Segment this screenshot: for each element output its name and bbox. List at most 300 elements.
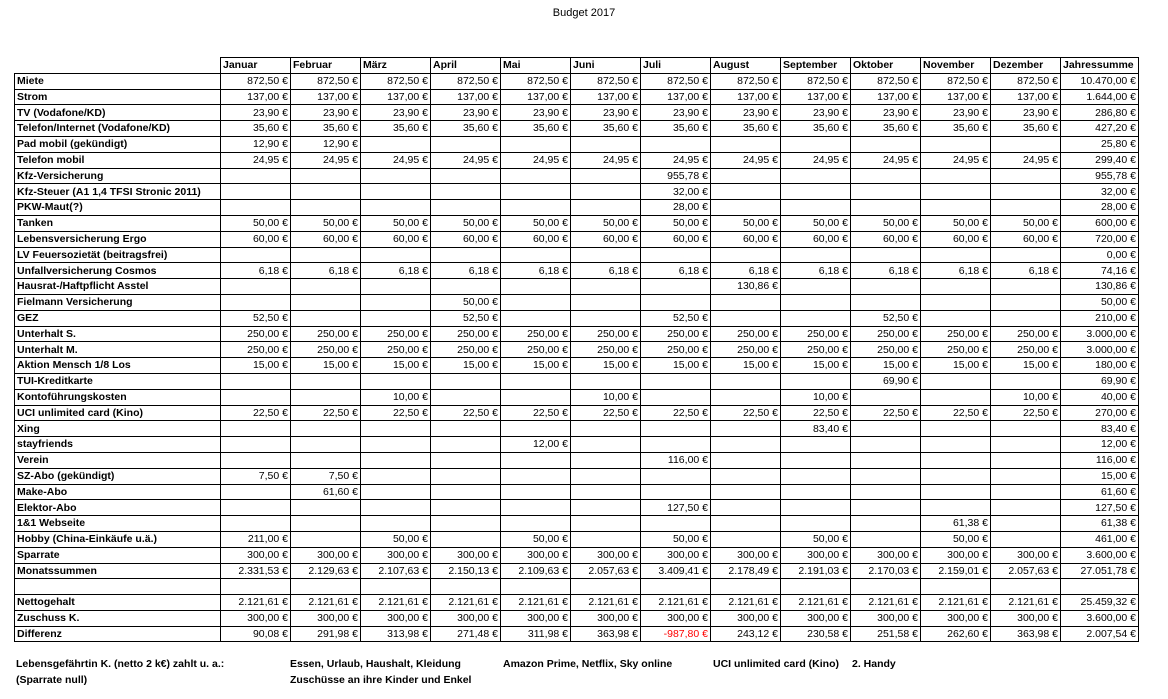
- amount-cell: 35,60 €: [431, 121, 501, 137]
- amount-cell: [781, 437, 851, 453]
- amount-cell: 15,00 €: [1061, 468, 1139, 484]
- amount-cell: 250,00 €: [921, 342, 991, 358]
- amount-cell: [991, 468, 1061, 484]
- amount-cell: 300,00 €: [571, 547, 641, 563]
- amount-cell: 28,00 €: [641, 200, 711, 216]
- amount-cell: [641, 294, 711, 310]
- amount-cell: 180,00 €: [1061, 358, 1139, 374]
- amount-cell: [571, 310, 641, 326]
- amount-cell: [921, 168, 991, 184]
- amount-cell: 300,00 €: [921, 547, 991, 563]
- amount-cell: 299,40 €: [1061, 152, 1139, 168]
- amount-cell: [291, 373, 361, 389]
- footer-expenses-note: Essen, Urlaub, Haushalt, Kleidung: [290, 658, 461, 670]
- amount-cell: [571, 294, 641, 310]
- amount-cell: [991, 279, 1061, 295]
- table-row: [15, 389, 1139, 405]
- amount-cell: 300,00 €: [291, 610, 361, 626]
- amount-cell: 35,60 €: [641, 121, 711, 137]
- amount-cell: 2.331,53 €: [221, 563, 291, 579]
- amount-cell: 2.121,61 €: [851, 595, 921, 611]
- amount-cell: 872,50 €: [711, 73, 781, 89]
- amount-cell: [851, 389, 921, 405]
- amount-cell: 210,00 €: [1061, 310, 1139, 326]
- amount-cell: [221, 168, 291, 184]
- amount-cell: 15,00 €: [571, 358, 641, 374]
- amount-cell: [851, 531, 921, 547]
- amount-cell: 52,50 €: [431, 310, 501, 326]
- amount-cell: [501, 468, 571, 484]
- amount-cell: [711, 373, 781, 389]
- amount-cell: [221, 247, 291, 263]
- amount-cell: 50,00 €: [641, 531, 711, 547]
- amount-cell: 955,78 €: [1061, 168, 1139, 184]
- amount-cell: [991, 421, 1061, 437]
- amount-cell: 130,86 €: [1061, 279, 1139, 295]
- amount-cell: 2.129,63 €: [291, 563, 361, 579]
- amount-cell: 363,98 €: [571, 626, 641, 642]
- amount-cell: 300,00 €: [641, 547, 711, 563]
- amount-cell: [991, 452, 1061, 468]
- amount-cell: 24,95 €: [501, 152, 571, 168]
- amount-cell: [291, 421, 361, 437]
- amount-cell: 427,20 €: [1061, 121, 1139, 137]
- table-row: [15, 452, 1139, 468]
- row-label: Strom: [15, 89, 221, 105]
- amount-cell: 300,00 €: [641, 610, 711, 626]
- amount-cell: [361, 247, 431, 263]
- table-row: [15, 531, 1139, 547]
- amount-cell: [221, 200, 291, 216]
- amount-cell: [361, 484, 431, 500]
- amount-cell: 300,00 €: [991, 610, 1061, 626]
- row-label: Make-Abo: [15, 484, 221, 500]
- row-label: Unterhalt M.: [15, 342, 221, 358]
- amount-cell: [711, 168, 781, 184]
- amount-cell: 60,00 €: [711, 231, 781, 247]
- amount-cell: 3.600,00 €: [1061, 547, 1139, 563]
- amount-cell: 300,00 €: [851, 547, 921, 563]
- row-label: Miete: [15, 73, 221, 89]
- footer-phone-note: 2. Handy: [852, 658, 896, 670]
- row-label: Hausrat-/Haftpflicht Asstel: [15, 279, 221, 295]
- footer-notes: [0, 656, 1168, 696]
- amount-cell: 6,18 €: [921, 263, 991, 279]
- amount-cell: [781, 452, 851, 468]
- amount-cell: [221, 484, 291, 500]
- empty-cell: [431, 579, 501, 595]
- amount-cell: [431, 468, 501, 484]
- amount-cell: [221, 500, 291, 516]
- amount-cell: 50,00 €: [921, 215, 991, 231]
- amount-cell: 300,00 €: [221, 610, 291, 626]
- amount-cell: 23,90 €: [851, 105, 921, 121]
- amount-cell: [711, 452, 781, 468]
- row-label: Elektor-Abo: [15, 500, 221, 516]
- amount-cell: 12,90 €: [291, 136, 361, 152]
- amount-cell: 22,50 €: [991, 405, 1061, 421]
- amount-cell: [781, 279, 851, 295]
- amount-cell: 300,00 €: [781, 610, 851, 626]
- table-row: [15, 263, 1139, 279]
- amount-cell: 250,00 €: [291, 326, 361, 342]
- amount-cell: 3.409,41 €: [641, 563, 711, 579]
- amount-cell: [711, 531, 781, 547]
- amount-cell: [291, 531, 361, 547]
- amount-cell: [781, 310, 851, 326]
- table-row: [15, 405, 1139, 421]
- amount-cell: [361, 310, 431, 326]
- amount-cell: [781, 468, 851, 484]
- row-label: Unfallversicherung Cosmos: [15, 263, 221, 279]
- amount-cell: 69,90 €: [1061, 373, 1139, 389]
- amount-cell: [431, 531, 501, 547]
- amount-cell: 23,90 €: [711, 105, 781, 121]
- amount-cell: 250,00 €: [431, 342, 501, 358]
- amount-cell: [361, 168, 431, 184]
- amount-cell: 23,90 €: [781, 105, 851, 121]
- amount-cell: 22,50 €: [361, 405, 431, 421]
- amount-cell: 52,50 €: [851, 310, 921, 326]
- amount-cell: 52,50 €: [641, 310, 711, 326]
- amount-cell: 50,00 €: [921, 531, 991, 547]
- amount-cell: 300,00 €: [711, 610, 781, 626]
- amount-cell: [781, 500, 851, 516]
- sheet-title: Budget 2017: [552, 7, 616, 19]
- amount-cell: [781, 373, 851, 389]
- amount-cell: [501, 389, 571, 405]
- amount-cell: [571, 247, 641, 263]
- row-label: Tanken: [15, 215, 221, 231]
- table-row: [15, 105, 1139, 121]
- row-label: Telefon/Internet (Vodafone/KD): [15, 121, 221, 137]
- amount-cell: 69,90 €: [851, 373, 921, 389]
- amount-cell: 872,50 €: [991, 73, 1061, 89]
- table-row: [15, 373, 1139, 389]
- amount-cell: 250,00 €: [851, 326, 921, 342]
- amount-cell: 22,50 €: [291, 405, 361, 421]
- amount-cell: [781, 136, 851, 152]
- amount-cell: 6,18 €: [851, 263, 921, 279]
- table-row: [15, 231, 1139, 247]
- amount-cell: [991, 516, 1061, 532]
- amount-cell: 2.121,61 €: [221, 595, 291, 611]
- amount-cell: 7,50 €: [221, 468, 291, 484]
- amount-cell: 24,95 €: [991, 152, 1061, 168]
- amount-cell: 230,58 €: [781, 626, 851, 642]
- amount-cell: [361, 516, 431, 532]
- row-label: Differenz: [15, 626, 221, 642]
- amount-cell: 61,38 €: [921, 516, 991, 532]
- amount-cell: [921, 184, 991, 200]
- table-row: [15, 73, 1139, 89]
- amount-cell: [571, 184, 641, 200]
- amount-cell: [571, 500, 641, 516]
- amount-cell: 2.121,61 €: [291, 595, 361, 611]
- amount-cell: 872,50 €: [781, 73, 851, 89]
- amount-cell: 50,00 €: [781, 215, 851, 231]
- amount-cell: 600,00 €: [1061, 215, 1139, 231]
- amount-cell: 363,98 €: [991, 626, 1061, 642]
- amount-cell: 60,00 €: [361, 231, 431, 247]
- amount-cell: 22,50 €: [781, 405, 851, 421]
- amount-cell: 461,00 €: [1061, 531, 1139, 547]
- amount-cell: 35,60 €: [571, 121, 641, 137]
- header-empty-cell: [15, 58, 221, 74]
- amount-cell: [291, 200, 361, 216]
- column-header: Jahressumme: [1061, 58, 1139, 74]
- amount-cell: 137,00 €: [361, 89, 431, 105]
- amount-cell: 291,98 €: [291, 626, 361, 642]
- amount-cell: [711, 468, 781, 484]
- amount-cell: 250,00 €: [921, 326, 991, 342]
- amount-cell: 52,50 €: [221, 310, 291, 326]
- amount-cell: [711, 437, 781, 453]
- amount-cell: [431, 437, 501, 453]
- amount-cell: [431, 136, 501, 152]
- amount-cell: 720,00 €: [1061, 231, 1139, 247]
- amount-cell: [711, 200, 781, 216]
- amount-cell: 250,00 €: [991, 342, 1061, 358]
- amount-cell: 12,90 €: [221, 136, 291, 152]
- amount-cell: 300,00 €: [921, 610, 991, 626]
- amount-cell: [991, 437, 1061, 453]
- amount-cell: 311,98 €: [501, 626, 571, 642]
- amount-cell: 250,00 €: [781, 326, 851, 342]
- amount-cell: 35,60 €: [781, 121, 851, 137]
- amount-cell: [431, 500, 501, 516]
- column-header: Dezember: [991, 58, 1061, 74]
- footer-support-note: Zuschüsse an ihre Kinder und Enkel: [290, 674, 472, 686]
- amount-cell: 2.121,61 €: [571, 595, 641, 611]
- row-label: Unterhalt S.: [15, 326, 221, 342]
- empty-cell: [501, 579, 571, 595]
- amount-cell: 50,00 €: [291, 215, 361, 231]
- amount-cell: 300,00 €: [711, 547, 781, 563]
- amount-cell: 23,90 €: [501, 105, 571, 121]
- amount-cell: 15,00 €: [991, 358, 1061, 374]
- amount-cell: 250,00 €: [221, 326, 291, 342]
- amount-cell: 24,95 €: [291, 152, 361, 168]
- amount-cell: [921, 468, 991, 484]
- table-row: [15, 121, 1139, 137]
- amount-cell: 300,00 €: [291, 547, 361, 563]
- amount-cell: 10,00 €: [781, 389, 851, 405]
- amount-cell: [851, 484, 921, 500]
- amount-cell: 22,50 €: [571, 405, 641, 421]
- table-row: [15, 358, 1139, 374]
- amount-cell: 872,50 €: [851, 73, 921, 89]
- empty-cell: [571, 579, 641, 595]
- table-row: [15, 152, 1139, 168]
- amount-cell: 22,50 €: [641, 405, 711, 421]
- amount-cell: 24,95 €: [711, 152, 781, 168]
- row-label: Fielmann Versicherung: [15, 294, 221, 310]
- amount-cell: [361, 279, 431, 295]
- amount-cell: 2.170,03 €: [851, 563, 921, 579]
- amount-cell: 90,08 €: [221, 626, 291, 642]
- amount-cell: [991, 136, 1061, 152]
- amount-cell: [781, 516, 851, 532]
- amount-cell: [221, 452, 291, 468]
- amount-cell: [361, 184, 431, 200]
- row-label: Pad mobil (gekündigt): [15, 136, 221, 152]
- amount-cell: [921, 247, 991, 263]
- amount-cell: [501, 452, 571, 468]
- amount-cell: 24,95 €: [431, 152, 501, 168]
- amount-cell: [991, 531, 1061, 547]
- amount-cell: 955,78 €: [641, 168, 711, 184]
- amount-cell: 15,00 €: [711, 358, 781, 374]
- amount-cell: [851, 184, 921, 200]
- amount-cell: 50,00 €: [361, 215, 431, 231]
- table-row: [15, 500, 1139, 516]
- amount-cell: [291, 310, 361, 326]
- table-row: [15, 610, 1139, 626]
- amount-cell: 872,50 €: [501, 73, 571, 89]
- amount-cell: [921, 294, 991, 310]
- amount-cell: [501, 421, 571, 437]
- amount-cell: 300,00 €: [781, 547, 851, 563]
- amount-cell: 35,60 €: [921, 121, 991, 137]
- amount-cell: 24,95 €: [851, 152, 921, 168]
- amount-cell: [361, 373, 431, 389]
- amount-cell: 872,50 €: [571, 73, 641, 89]
- empty-cell: [921, 579, 991, 595]
- amount-cell: 250,00 €: [571, 326, 641, 342]
- amount-cell: [921, 389, 991, 405]
- amount-cell: 25,80 €: [1061, 136, 1139, 152]
- amount-cell: 50,00 €: [361, 531, 431, 547]
- amount-cell: [571, 200, 641, 216]
- amount-cell: 872,50 €: [221, 73, 291, 89]
- amount-cell: [431, 200, 501, 216]
- empty-cell: [711, 579, 781, 595]
- table-row: [15, 484, 1139, 500]
- amount-cell: [711, 310, 781, 326]
- table-row: [15, 626, 1139, 642]
- table-row: [15, 279, 1139, 295]
- amount-cell: [291, 437, 361, 453]
- amount-cell: 15,00 €: [851, 358, 921, 374]
- amount-cell: 35,60 €: [501, 121, 571, 137]
- amount-cell: 262,60 €: [921, 626, 991, 642]
- row-label: PKW-Maut(?): [15, 200, 221, 216]
- row-label: Sparrate: [15, 547, 221, 563]
- amount-cell: [991, 200, 1061, 216]
- amount-cell: 24,95 €: [361, 152, 431, 168]
- amount-cell: [711, 500, 781, 516]
- table-row: [15, 294, 1139, 310]
- amount-cell: [781, 294, 851, 310]
- amount-cell: 32,00 €: [641, 184, 711, 200]
- amount-cell: [921, 484, 991, 500]
- amount-cell: [991, 247, 1061, 263]
- amount-cell: [851, 421, 921, 437]
- empty-cell: [1061, 579, 1139, 595]
- table-row: [15, 310, 1139, 326]
- amount-cell: 2.121,61 €: [991, 595, 1061, 611]
- amount-cell: 300,00 €: [221, 547, 291, 563]
- amount-cell: 60,00 €: [921, 231, 991, 247]
- amount-cell: 872,50 €: [431, 73, 501, 89]
- amount-cell: 2.121,61 €: [641, 595, 711, 611]
- amount-cell: 23,90 €: [431, 105, 501, 121]
- amount-cell: [711, 421, 781, 437]
- amount-cell: [851, 168, 921, 184]
- amount-cell: 250,00 €: [221, 342, 291, 358]
- amount-cell: 250,00 €: [501, 326, 571, 342]
- column-header: Februar: [291, 58, 361, 74]
- table-row: [15, 595, 1139, 611]
- amount-cell: [361, 294, 431, 310]
- row-label: GEZ: [15, 310, 221, 326]
- amount-cell: [571, 421, 641, 437]
- amount-cell: [361, 452, 431, 468]
- amount-cell: 6,18 €: [431, 263, 501, 279]
- amount-cell: [991, 373, 1061, 389]
- column-header: Juni: [571, 58, 641, 74]
- amount-cell: 127,50 €: [641, 500, 711, 516]
- amount-cell: [571, 168, 641, 184]
- amount-cell: 6,18 €: [711, 263, 781, 279]
- amount-cell: 83,40 €: [1061, 421, 1139, 437]
- row-label: Kfz-Steuer (A1 1,4 TFSI Stronic 2011): [15, 184, 221, 200]
- amount-cell: 137,00 €: [431, 89, 501, 105]
- amount-cell: [221, 516, 291, 532]
- amount-cell: [711, 184, 781, 200]
- amount-cell: 74,16 €: [1061, 263, 1139, 279]
- amount-cell: 60,00 €: [641, 231, 711, 247]
- amount-cell: 50,00 €: [431, 294, 501, 310]
- column-header: Mai: [501, 58, 571, 74]
- amount-cell: [291, 452, 361, 468]
- row-label: LV Feuersozietät (beitragsfrei): [15, 247, 221, 263]
- row-label: Zuschuss K.: [15, 610, 221, 626]
- table-row: [15, 200, 1139, 216]
- amount-cell: 271,48 €: [431, 626, 501, 642]
- row-label: UCI unlimited card (Kino): [15, 405, 221, 421]
- amount-cell: [571, 531, 641, 547]
- amount-cell: 22,50 €: [711, 405, 781, 421]
- amount-cell: 2.150,13 €: [431, 563, 501, 579]
- amount-cell: [711, 247, 781, 263]
- amount-cell: 2.178,49 €: [711, 563, 781, 579]
- amount-cell: 137,00 €: [571, 89, 641, 105]
- amount-cell: 250,00 €: [431, 326, 501, 342]
- table-row: [15, 468, 1139, 484]
- budget-table: [14, 57, 1139, 642]
- row-label: Xing: [15, 421, 221, 437]
- row-label: Hobby (China-Einkäufe u.ä.): [15, 531, 221, 547]
- amount-cell: 300,00 €: [571, 610, 641, 626]
- amount-cell: [361, 437, 431, 453]
- amount-cell: [851, 516, 921, 532]
- table-row: [15, 215, 1139, 231]
- amount-cell: 35,60 €: [291, 121, 361, 137]
- amount-cell: [291, 516, 361, 532]
- amount-cell: 300,00 €: [851, 610, 921, 626]
- amount-cell: [501, 373, 571, 389]
- amount-cell: 137,00 €: [641, 89, 711, 105]
- column-header: August: [711, 58, 781, 74]
- amount-cell: 61,60 €: [291, 484, 361, 500]
- amount-cell: 6,18 €: [991, 263, 1061, 279]
- table-row: [15, 136, 1139, 152]
- amount-cell: 25.459,32 €: [1061, 595, 1139, 611]
- amount-cell: [431, 184, 501, 200]
- amount-cell: 50,00 €: [851, 215, 921, 231]
